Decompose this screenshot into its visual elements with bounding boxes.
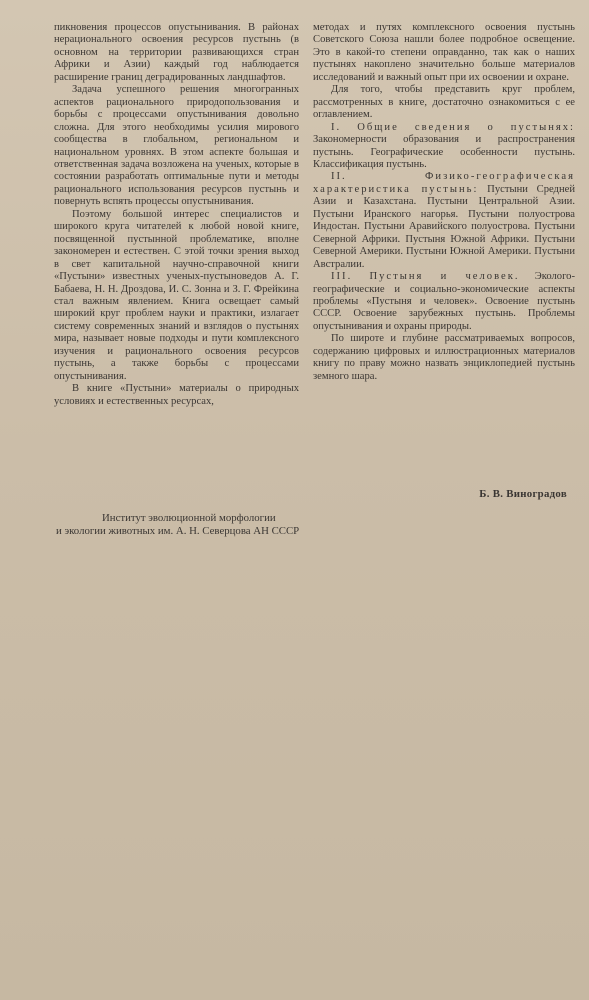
paragraph: пикновения процессов опустынивания. В районах нерационального освоения ресурсов пустынь (в основном на территории развивающихся стран Африки и Азии) каждый год наблюдается расширение границ деградированных ландшафтов.	[54, 22, 299, 83]
section-heading: II. Физико-географическая характеристика пустынь:	[313, 171, 575, 195]
section-heading: I. Общие сведения о пустынях:	[331, 121, 575, 133]
right-text-column	[313, 22, 575, 383]
author-signature: Б. В. Виноградов	[479, 488, 567, 500]
contents-section-2	[313, 171, 575, 271]
paragraph: В книге «Пустыни» материалы о природных условиях и естественных ресурсах,	[54, 383, 299, 407]
contents-section-1	[313, 122, 575, 172]
institute-line: Институт эволюционной морфологии	[102, 512, 276, 524]
paragraph: По широте и глубине рассматриваемых вопросов, содержанию цифровых и иллюстрационных материалов книгу по праву можно назвать энциклопедией пустынь земного шара.	[313, 333, 575, 382]
contents-section-3	[313, 271, 575, 333]
institute-line: и экологии животных им. А. Н. Северцова АН СССР	[56, 524, 300, 537]
section-heading: III. Пустыня и человек.	[331, 271, 520, 283]
left-text-column	[54, 22, 299, 408]
institute-affiliation	[56, 512, 386, 537]
section-text: Эколого-географические и социально-экономические аспекты проблемы «Пустыня и человек». Освоение пустынь СССР. Освоение зарубежных пустынь. Проблемы опустынивания и охраны природы.	[313, 271, 575, 332]
paragraph: Для того, чтобы представить круг проблем, рассмотренных в книге, достаточно ознакомиться с ее оглавлением.	[313, 84, 575, 121]
paragraph: Задача успешного решения многогранных аспектов рационального природопользования и борьбы с процессами опустынивания довольно сложна. Для этого необходимы усилия мирового сообщества в глобальном, региональном и национальном уровнях. В этом аспекте большая и ответственная задача возложена на ученых, которые в состоянии разработать оптимальные пути и методы рационального использования ресурсов пустынь и повернуть вспять процессы опустынивания.	[54, 84, 299, 208]
section-text: Пустыни Средней Азии и Казахстана. Пустыни Центральной Азии. Пустыни Иранского нагорья. Пустыни полуострова Индостан. Пустыни Аравийского полуострова. Пустыни Северной Африки. Пустыня Южной Африки. Пустыни Северной Америки. Пустыни Южной Америки. Пустыни Австралии.	[313, 183, 575, 270]
paragraph: методах и путях комплексного освоения пустынь Советского Союза нашли более подробное освещение. Это в какой-то степени оправданно, так как о наших пустынях накоплено значительно больше материалов исследований и важный опыт при их освоении и охране.	[313, 22, 575, 83]
paragraph: Поэтому большой интерес специалистов и широкого круга читателей к любой новой книге, посвященной пустынной проблематике, вполне закономерен и естествен. С этой точки зрения выход в свет капитальной научно-справочной книги «Пустыни» известных ученых-пустыноведов А. Г. Бабаева, Н. Н. Дроздова, И. С. Зонна и З. Г. Фрейкина стал важным явлением. Книга освещает самый широкий круг проблем науки и практики, излагает систему современных знаний и взглядов о пустынях мира, называет новые подходы и пути комплексного изучения и рационального освоения ресурсов пустынь, а также борьбы с процессами опустынивания.	[54, 208, 299, 382]
section-text: Закономерности образования и распространения пустынь. Географические особенности пустынь. Классификация пустынь.	[313, 134, 575, 170]
